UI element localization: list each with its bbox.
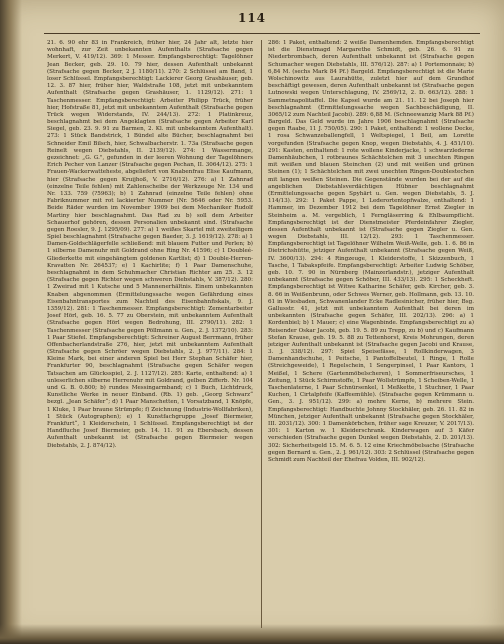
page-bottom-shadow (0, 624, 504, 644)
text-column-right (268, 40, 474, 630)
book-gutter-shadow (0, 0, 22, 644)
column-text-left: 21. 6. 90 ehr 83 in Frankreich, früher hier, 24 Jahr alt, letzte hier wohnhaft, zur Zeit unbekannten Aufenthalts (Strafsache gegen Merkert, V. 419/12). 369: 1 Messer. Empfangsberechtigt: Tagelöhner Jean Becker, geb. 29. 10. 79 hier, dessen Aufenthalt unbekannt (Strafsache gegen Becker, 2 J. 1180/11). 270: 2 Schlüssel am Band, 1 loser Schlüssel. Empfangsberechtigt: Lackierer Georg Grashäuser, geb. 12. 3. 87 hier, früher hier, Waldstraße 108, jetzt mit unbekanntem Aufenthalt (Strafsache gegen Grashäuser, 1. 1129/12). 271: 1 Taschenmesser. Empfangsberechtigt: Arbeiter Philipp Trück, früher hier, Hofstraße 81, jetzt mit unbekanntem Aufenthalt (Strafsache gegen Trück wegen Widerstands, IV. 244/13). 272: 1 Platinkreuz, beschlagnahmt bei dem Angeklagten (Strafsache gegen Arbeiter Karl Siegel, geb. 23. 9. 91 zu Barmen, 2. Kl. mit unbekanntem Aufenthalt). 273: 1 Stück Bandstrick, 1 Bündel alte Bücher, beschlagnahmt bei Schneider Emil Bilsch, hier, Schwalbacherstr. 1. 73a (Strafsache gegen Reinelt wegen Diebstahls, II. 2139/12). 274: 1 Wassermange, gezeichnet: „G. G.", gefunden in der leeren Wohnung der Tagelöhners Erich Pecher von Lanzer (Strafsache gegen Pechan, II. 3064/12). 275: 1 Frauen-Wackerwatteheste, abgeliefert von Knabenfrau Elise Kaufmann, hier (Strafsache gegen Kruijhoß, V. 2716/12). 276: a) 1 Zahnrad (einzelne Teile fehlen) mit Zahlenscheibe der Werkzeuge Nr. 134 und Nr. 133. 759 (?5963); b) 1 Zahnrad (einzelne Teile fehlen) ohne Fabriknummer mit rot lackierter Nummer (Nr. 5646 oder Nr. 5953. Beide Räder wurden im November 1909 bei dem Mechaniker Rudolf Martiny hier beschlagnahmt. Das Rad zu b) soll dem Arbeiter Schauerhof gehören, dessen Personalien unbekannt sind. (Strafsache gegen Roesler, 9. J. 1295/09). 277: a) 1 weißes Skartel mit zweiteiligem Spiel beschlagnahmt (Strafsache gegen Baeder, 3. J. 1619/12). 278: a) 1 Damen-Goldschlägerfelle schließend: mit blauem Futter und Perlen; b) 1 silberne Damenuhr mit Goldrand ohne Ring Nr. 41596; c) 1 Doubleé-Gliederkette mit eingehängtem goldenen Kartlist; d) 1 Double-Herren-Kravatten Nr. 264537; e) 1 Kachirlite; f) 1 Paar Damenschuhe, beschlagnahmt in dem Schuhmacher Christian Richter am 25. 3. 12 (Strafsache gegen Richter wegen schweren Diebstahls, V. 387/12). 280: 1 Zweirad mit 1 Kutsche und 5 Mannenerhältnis. Einem unbekannten Knaben abgenommen (Ermittelungssache wegen Gefährdung eines Eisenbahntransportes zum Nachteil des Eisenbahnfiskals, 9. J. 1359/12). 281: 1 Taschenmesser. Empfangsberechtigt: Zementarbeiter Josef Hörl, geb. 16. 5. 77 zu Oberstein, mit unbekanntem Aufenthalt (Strafsache gegen Hörl wegen Bedrohung, III. 2790/11). 282: 1 Taschenmesser (Strafsache gegen Pöllmann u. Gen., 2. J. 1372/10). 283: 1 Paar Stiefel. Empfangsberechtigt: Schreiner August Berrmann, früher Offenbacherlandstraße 276, hier, jetzt mit unbekanntem Aufenthalt (Strafsache gegen Schröer wegen Diebstahls, 2. J. 977/11). 284: 1 Kleine Mark, bei einer anderen Spiel bei Herr Stephan Schäfer hier, Frankfurter 90, beschlagnahmt (Strafsache gegen Schäfer wegen Tatsachen am Glücksspiel, 2. J. 1127/12). 285: Karte, enthaltend: a) 1 unleserlichen silberne Herrenuhr mit Goldrand, gelben Zifferb. Nr. 104 und G. B. 0.800; b) rundes Messingarmband; c) 1 Buch, Lichtdruck, Kunstliche Werke in neuer Einband. (Rb. 1) geb. „Georg Schwarz“ bezgl. „Jean Schäfer“; d) 1 Paar Manschetten, 1 Vorsatzband, 1 Knöpfe, 1 Kluke, 1 Paar braune Strümpfe; f) Zeichnung (Industrie-Wollfabriken), 1 Stück (Autographen); e) 1 Kunstfachgruppe „Josef Biermeier, Frankfurt“, 1 Kleiderschein, 1 Schlüssel. Empfangsberechtigt ist der Handfluche Josef Biermeier, geb. 14. 11. 91 zu Ebersbach, dessen Aufenthalt unbekannt ist (Strafsache gegen Biermeier wegen Diebstahls, 2. J. 874/12). (47, 40, 253, 449)
page-number: 114 (237, 11, 267, 25)
column-text-right: 286: 1 Paket, enthaltend: 2 weiße Damenhemden. Empfangsberechtigt ist die Dienstmagd Margarethe Schmidt, geb. 26. 6. 91 zu Niederbrombach, deren Aufenthalt unbekannt ist (Strafsache gegen Schumacher wegen Diebstahls, III. 576/12). 287: a) 1 Portemonnaie; b) 6,84 M. (sechs Mark 84 Pf.) Bargeld. Empfangsberechtigt ist die Marie Wolschinowitz aus Laurahütte, zuletzt hier auf dem Grundhof beschäftigt gewesen, deren Aufenthalt unbekannt ist (Strafsache gegen Lutnowski wegen Unterschlagung, IV. 2569/12, 2. D. 663/12). 288: 1 Sammetnapolitaffel. Die Kapsel wurde am 21. 11. 12 bei Joseph hier beschlagnahmt (Ermittelungssache wegen Sachbeschädigung, II. 3065/12 zum Nachteil Jacobi). 289: 6,88 M. (Schneewanzig Mark 88 Pf.) Bargeld. Das Geld wurde im Jahre 1906 beschlagnahmt (Strafsache gegen Raabe, 11 J. 750/05). 290: 1 Paket, enthaltend: 1 wollene Decke, 1 rosa Schwanzeballengfell, 1 Weltspiegel, 1 Beil, am Lorette vorgefunden (Strafsache gegen Knop, wegen Diebstahls, 4. J. 451/10). 291: Kasten, enthaltend: 1 rote wollene Kinderjacke, 1 schwarzlederne Damenhäubchen, 1 rotbraunes Schächtelchen mit 3 unechten Ringen mit weißen und blauen Steinchen (2) und mit weißen und grünen Steinen (1); 1 Schächtelchen mit zwei unechten Ringen-Doublestechen mit langen weißen Steinen. Die Gegenstände wurden bei der auf die angeblichen Diebstahlsverdächtigen Hübner beschlagnahmt (Ermittelungssache gegen Spyhärt u. Gen. wegen Diebstahls, 5. J. 114/13). 292: 1 Paket Pappe, 1 Lederortentopfwalze, enthaltend: 1 Hammer, im Dezember 1912 bei dem Tagelöhner Ernst Ziegler in Steinheim a. M. vergeblich, 1 Ferngläserring & Ehlbaumpflicht. Empfangsberechtigt ist der Dienstmeister Pferdeinfahrer Ziegler, dessen Aufenthalt unbekannt ist (Strafsache gegen Ziegler u. Gen. wegen Diebstahls, III. 12/12). 293: 1 Taschenmesser. Empfangsberechtigt ist Tagelöhner Wilhelm Weiß-Welle, geb. 1. 6. 86 in Dietrichshütte, jetziger Aufenthalt unbekannt (Strafsache gegen Weiß, IV. 3600/13). 294: 4 Ringzeuge, 1 Kleiderstoffe, 1 Skizzenbuch, 1 Tasche, 1 Tabakspfeife. Empfangsberechtigt: Arbeiter Ludwig Schöber, geb. 10. 7. 90 in Nürnberg (Mainzerlandstr.), jetziger Aufenthalt unbekannt (Strafsache gegen Schöber, III. 433/13). 295: 1 Scheckheft. Empfangsberechtigt ist Witwe Katharine Schäfer, geb. Kircher, geb. 3. 8. 66 in Weißenbrunn, oder Schwes Werner, geb. Hollmann, geb. 13. 10. 61 in Wiesbaden, Schwanenlander Ecke Radlesinicher, früher hier, Bsg. Gallusstr. 41, jetzt mit unbekanntem Aufenthalt bei deren im unbekannten (Strafsache gegen Schäfer, III. 202/13). 296: a) 1 Kordenbiel; b) 1 Mauer; c) eine Wagenbinde. Empfangsberechtigt zu a) Reisender Oskar Jacobi, geb. 19. 5. 89 zu Trepp, zu b) und c) Kaufmann Stefan Krause, geb. 19. 5. 88 zu Tettenhorst, Kreis Mohrungen, deren jetziger Aufenthalt unbekannt ist (Strafsache gegen Jacobi und Krause, 3. J. 338/12). 297: Spiel Speisefässe, 1 Rollkinderwagen, 3 Damenhandschuhe, 1 Peitsche, 1 Pantoffelbeutel, 1 Ringe, 1 Rolle (Streichgeweide), 1 Regelschein, 1 Sengerpinsel, 1 Paar Kantors, 1 Meißel, 1 Schere (Gartenmöbelscheren), 1 Sommerfriseursches, 1 Zeitung, 1 Stück Schirmstoffe, 1 Paar Wollstrümpfe, 1 Scheiben-Welle, 1 Taschenlaterne, 1 Paar Schnürsenkel, 1 Meßkette, 1 Stuchner, 1 Paar Kuchen, 1 Cirtalpfeife (Kaffeemühle). (Strafsache gegen Krümmann u. Gen., 3. J. 951/12). 299: a) mehre Kerne, b) mehrere Stein. Empfangsberechtigt: Handbuchte Johnny Stockhäler, geb. 26. 11. 82 in München, jetziger Aufenthalt unbekannt (Strafsache gegen Stockhäler, III. 2031/12). 300: 1 Damenkörbchen, früher sage Kreuzer, V. 2017/13). 301: 1 Karton w. 1 Kleiderschrank. Kinderwagen auf 3 Käfer verschieden (Strafsache gegen Dunkel wegen Diebstahls, 2. D. 201/13). 302: Sicherheitsgeld 15. M. 6. 5. 12 eine Kriechmöbelsache (Strafsache gegen Bernard u. Gen., 2. J. 961/12). 303: 2 Schlüssel (Strafsache gegen Schmidt zum Nachteil der Ehefrau Volden, III. 902/12). (268, 40, 474, 463)
text-column-left (47, 40, 253, 630)
header-rule (44, 33, 480, 34)
column-divider (261, 40, 262, 628)
